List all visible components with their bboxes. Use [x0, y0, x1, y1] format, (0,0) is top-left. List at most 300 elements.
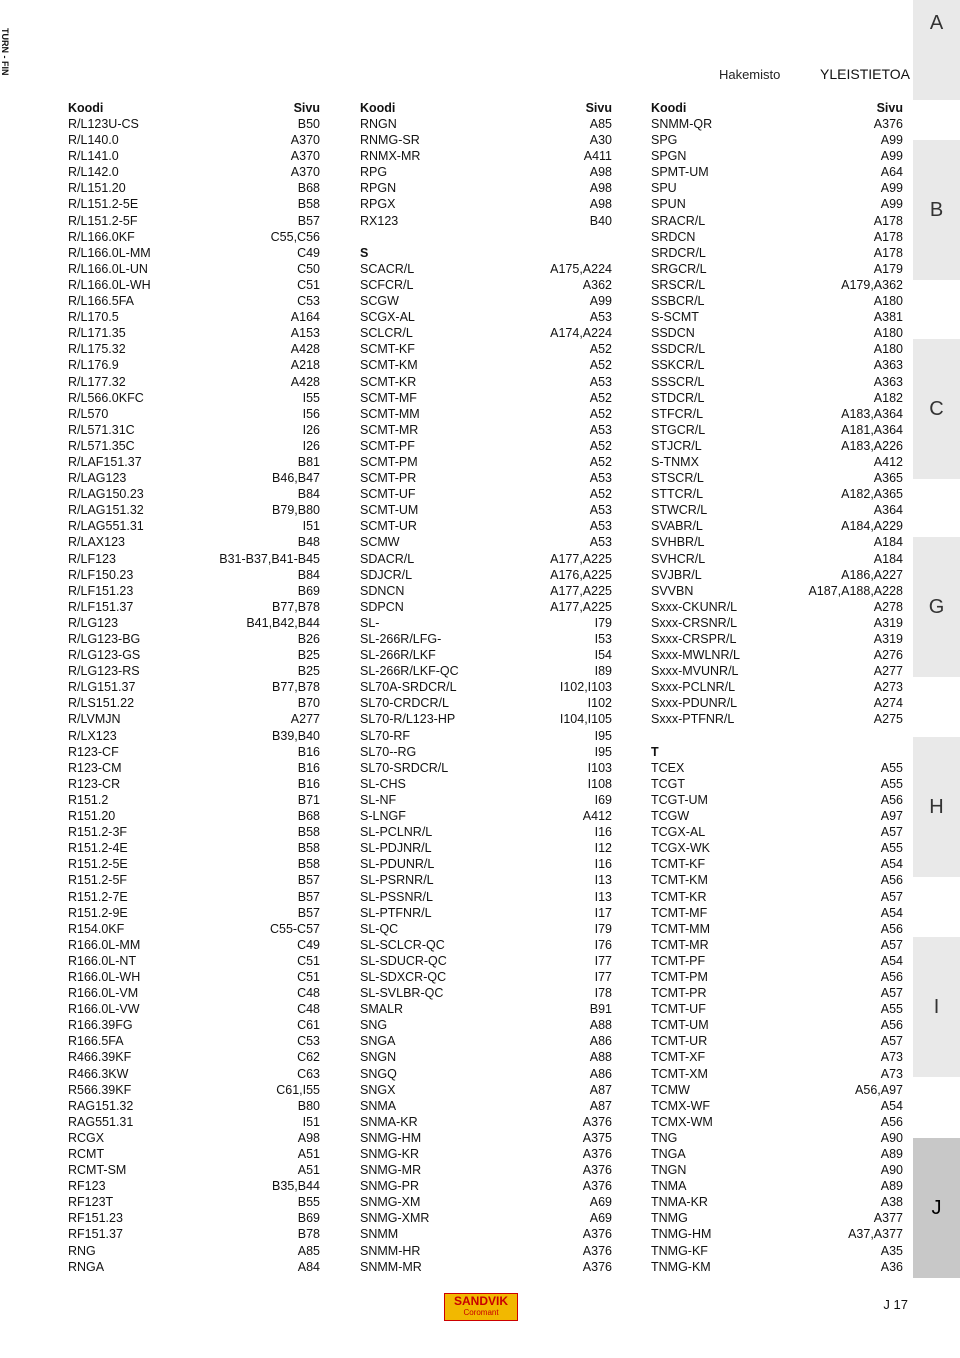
item-code: RAG551.31 — [68, 1114, 134, 1129]
index-row — [651, 695, 903, 711]
page-ref: A87 — [589, 1082, 612, 1097]
page-ref: I53 — [594, 632, 612, 646]
item-code: RNGA — [68, 1259, 105, 1274]
item-code: R/LF150.23 — [68, 567, 134, 582]
item-code: R566.39KF — [68, 1082, 132, 1097]
item-code: SCMT-PF — [360, 438, 415, 453]
item-code: TCMT-UR — [651, 1034, 708, 1049]
page-ref: C53 — [297, 294, 320, 309]
spacer-row — [651, 728, 903, 744]
page-ref: I56 — [302, 406, 320, 421]
index-row — [651, 872, 903, 888]
page-ref: B70 — [297, 696, 320, 711]
page-ref: A55 — [880, 1002, 903, 1017]
page-ref: B77,B78 — [272, 680, 320, 695]
item-code: R154.0KF — [68, 921, 125, 936]
item-code: S-SCMT — [651, 310, 699, 325]
index-row — [651, 953, 903, 969]
page-ref: A365 — [873, 471, 903, 486]
page-ref: C53 — [297, 1034, 320, 1049]
tab-h[interactable]: H — [913, 737, 960, 877]
item-code: SCMT-UM — [360, 503, 419, 518]
index-row — [68, 180, 320, 196]
page-ref: A86 — [589, 1066, 612, 1081]
index-row — [651, 196, 903, 212]
item-code: R/LG151.37 — [68, 680, 136, 695]
index-row — [360, 213, 612, 229]
index-row — [68, 728, 320, 744]
item-code: SNGN — [360, 1050, 397, 1065]
item-code: TNMG — [651, 1211, 688, 1226]
section-letter: S — [360, 245, 369, 260]
item-code: SNG — [360, 1018, 388, 1033]
index-row — [360, 1146, 612, 1162]
item-code: SL-PTFNR/L — [360, 905, 432, 920]
item-code: SL-CHS — [360, 776, 406, 791]
page-ref: A184 — [873, 535, 903, 550]
item-code: SPU — [651, 181, 677, 196]
item-code: SCMT-UF — [360, 487, 416, 502]
page-ref: A412 — [582, 809, 612, 824]
page-ref: A277 — [873, 664, 903, 679]
index-row — [68, 422, 320, 438]
tab-b[interactable]: B — [913, 140, 960, 280]
index-row — [651, 567, 903, 583]
index-row — [651, 856, 903, 872]
item-code: R/L123U-CS — [68, 117, 139, 131]
page-ref: C49 — [297, 245, 320, 260]
page-ref: A90 — [880, 1130, 903, 1145]
item-code: SL-PDJNR/L — [360, 841, 432, 856]
page-ref: B26 — [297, 632, 320, 646]
item-code: STSCR/L — [651, 471, 704, 486]
index-row — [360, 856, 612, 872]
index-row — [360, 1259, 612, 1275]
item-code: RF151.37 — [68, 1227, 123, 1242]
index-row — [651, 1226, 903, 1242]
page-ref: B77,B78 — [272, 599, 320, 614]
index-row — [651, 325, 903, 341]
item-code: SCMT-MR — [360, 422, 419, 437]
item-code: SNMG-XM — [360, 1195, 421, 1210]
index-row — [360, 486, 612, 502]
item-code: R/L176.9 — [68, 358, 119, 373]
page-ref: A363 — [873, 374, 903, 389]
page-ref: A183,A364 — [841, 406, 903, 421]
index-row — [651, 374, 903, 390]
item-code: SL-SDUCR-QC — [360, 953, 447, 968]
index-row — [651, 229, 903, 245]
item-code: TCGX-AL — [651, 825, 706, 840]
index-row — [651, 148, 903, 164]
item-code: R/L175.32 — [68, 342, 126, 357]
item-code: R/LAF151.37 — [68, 454, 142, 469]
index-row — [68, 583, 320, 599]
page-ref: A51 — [297, 1163, 320, 1178]
page-ref: I16 — [594, 825, 612, 840]
item-code: SSDCR/L — [651, 342, 706, 357]
page-ref: A376 — [582, 1227, 612, 1242]
index-row — [68, 293, 320, 309]
index-row — [360, 1114, 612, 1130]
item-code: STDCR/L — [651, 390, 705, 405]
index-row — [360, 1082, 612, 1098]
item-code: SCMW — [360, 535, 400, 550]
page-ref: B31-B37,B41-B45 — [219, 551, 320, 566]
index-row — [68, 647, 320, 663]
index-row — [360, 325, 612, 341]
index-row — [68, 792, 320, 808]
page-ref: A64 — [880, 165, 903, 180]
page-header — [719, 66, 910, 82]
page-ref: A99 — [880, 197, 903, 212]
index-row — [651, 599, 903, 615]
item-code: R123-CF — [68, 744, 119, 759]
index-row — [360, 969, 612, 985]
page-ref: A73 — [880, 1066, 903, 1081]
index-row — [68, 502, 320, 518]
index-row — [651, 808, 903, 824]
item-code: RF123T — [68, 1195, 114, 1210]
page-ref: A274 — [873, 696, 903, 711]
page-ref: A153 — [290, 326, 320, 341]
index-row — [651, 969, 903, 985]
index-row — [651, 583, 903, 599]
index-row — [68, 1194, 320, 1210]
item-code: SL70-RF — [360, 728, 411, 743]
item-code: R/L166.0KF — [68, 229, 135, 244]
index-row — [360, 953, 612, 969]
index-row — [360, 1178, 612, 1194]
index-row — [68, 840, 320, 856]
item-code: SL70-CRDCR/L — [360, 696, 449, 711]
page-ref: A319 — [873, 615, 903, 630]
page-ref: A36 — [880, 1259, 903, 1274]
page-ref: A164 — [290, 310, 320, 325]
code-header: Koodi — [68, 101, 104, 115]
index-column-2 — [360, 100, 612, 1275]
index-row — [68, 213, 320, 229]
page-ref: A87 — [589, 1098, 612, 1113]
item-code: TCMT-PF — [651, 953, 706, 968]
page-ref: B46,B47 — [272, 471, 320, 486]
item-code: TCMT-MF — [651, 905, 708, 920]
index-row — [68, 1098, 320, 1114]
index-row — [68, 1162, 320, 1178]
tab-i[interactable]: I — [913, 937, 960, 1077]
section-tabs — [913, 0, 960, 1358]
page-ref: A275 — [873, 712, 903, 727]
page-ref: C61,I55 — [276, 1082, 320, 1097]
item-code: RNG — [68, 1243, 96, 1258]
item-code: SL- — [360, 615, 380, 630]
page-ref: A376 — [582, 1114, 612, 1129]
item-code: R/LX123 — [68, 728, 117, 743]
item-code: R/LG123-BG — [68, 632, 141, 646]
index-row — [651, 1178, 903, 1194]
index-row — [651, 889, 903, 905]
index-row — [651, 454, 903, 470]
page-ref: A278 — [873, 599, 903, 614]
page-ref: A186,A227 — [841, 567, 903, 582]
item-code: R/LF123 — [68, 551, 116, 566]
index-row — [68, 985, 320, 1001]
item-code: TNGN — [651, 1163, 687, 1178]
item-code: S-LNGF — [360, 809, 406, 824]
index-row — [68, 325, 320, 341]
item-code: SCMT-UR — [360, 519, 417, 534]
item-code: SMALR — [360, 1002, 404, 1017]
item-code: Sxxx-MVUNR/L — [651, 664, 739, 679]
index-row — [360, 1066, 612, 1082]
page-ref: A52 — [589, 487, 612, 502]
index-row — [360, 470, 612, 486]
item-code: SCMT-PR — [360, 471, 417, 486]
item-code: SPUN — [651, 197, 686, 212]
index-row — [360, 695, 612, 711]
item-code: TNMA-KR — [651, 1195, 708, 1210]
page-ref: A182 — [873, 390, 903, 405]
index-row — [651, 357, 903, 373]
item-code: STWCR/L — [651, 503, 708, 518]
index-row — [68, 679, 320, 695]
index-row — [68, 1049, 320, 1065]
item-code: SCMT-MM — [360, 406, 420, 421]
index-row — [651, 1210, 903, 1226]
item-code: SSSCR/L — [651, 374, 705, 389]
page-ref: A52 — [589, 438, 612, 453]
tab-a[interactable]: A — [913, 0, 960, 100]
page-ref: A54 — [880, 905, 903, 920]
item-code: TCMT-KM — [651, 873, 708, 888]
page-ref: C48 — [297, 986, 320, 1001]
index-row — [68, 148, 320, 164]
index-row — [360, 390, 612, 406]
index-row — [651, 293, 903, 309]
page-ref: I55 — [302, 390, 320, 405]
page-ref: A376 — [582, 1147, 612, 1161]
item-code: R166.5FA — [68, 1034, 124, 1049]
item-code: R166.0L-WH — [68, 969, 141, 984]
index-row — [651, 711, 903, 727]
page-ref: I16 — [594, 857, 612, 872]
page-ref: A57 — [880, 937, 903, 952]
item-code: Sxxx-PDUNR/L — [651, 696, 738, 711]
index-row — [651, 341, 903, 357]
item-code: SVVBN — [651, 583, 694, 598]
index-column-3 — [651, 100, 903, 1275]
item-code: SL-SDXCR-QC — [360, 969, 447, 984]
page-ref: I77 — [594, 969, 612, 984]
item-code: Sxxx-PCLNR/L — [651, 680, 736, 695]
item-code: S-TNMX — [651, 454, 699, 469]
index-row — [68, 132, 320, 148]
page-ref: I17 — [594, 905, 612, 920]
page-ref: C51 — [297, 277, 320, 292]
item-code: SRDCR/L — [651, 245, 706, 260]
page-ref: B40 — [589, 213, 612, 228]
index-row — [360, 293, 612, 309]
page-ref: I89 — [594, 664, 612, 679]
page-ref: A53 — [589, 471, 612, 486]
index-label: Hakemisto — [718, 67, 781, 82]
index-row — [360, 647, 612, 663]
item-code: R166.0L-VM — [68, 986, 139, 1001]
item-code: SCMT-MF — [360, 390, 417, 405]
page-ref: A56 — [880, 1018, 903, 1033]
page-ref: B58 — [297, 825, 320, 840]
index-row — [68, 969, 320, 985]
page-ref: A52 — [589, 342, 612, 357]
page-ref: C62 — [297, 1050, 320, 1065]
item-code: TNMG-KM — [651, 1259, 711, 1274]
index-row — [68, 406, 320, 422]
index-row — [651, 470, 903, 486]
index-row — [360, 277, 612, 293]
index-row — [360, 985, 612, 1001]
index-row — [360, 808, 612, 824]
page-ref: C49 — [297, 937, 320, 952]
item-code: TCGT — [651, 776, 686, 791]
item-code: RPGX — [360, 197, 396, 212]
index-row — [68, 889, 320, 905]
section-letter: T — [651, 744, 659, 759]
item-code: SNMG-KR — [360, 1147, 420, 1161]
item-code: RNMX-MR — [360, 149, 421, 164]
index-row — [360, 180, 612, 196]
item-code: SL-PSRNR/L — [360, 873, 434, 888]
page-ref: A370 — [290, 149, 320, 164]
column-header — [68, 100, 320, 116]
index-row — [68, 1210, 320, 1226]
item-code: SL-QC — [360, 921, 399, 936]
item-code: TCMT-KR — [651, 889, 707, 904]
item-code: SCMT-KM — [360, 358, 418, 373]
page-ref: I79 — [594, 615, 612, 630]
index-row — [360, 744, 612, 760]
page-ref: A57 — [880, 825, 903, 840]
index-row — [360, 1226, 612, 1242]
page-header-label: Sivu — [293, 101, 320, 115]
item-code: R/LG123 — [68, 615, 119, 630]
item-code: R/L166.0L-MM — [68, 245, 151, 260]
item-code: SL-NF — [360, 792, 397, 807]
page-ref: A178 — [873, 213, 903, 228]
index-row — [360, 615, 612, 631]
page-ref: A56 — [880, 969, 903, 984]
tab-c[interactable]: C — [913, 339, 960, 479]
item-code: R151.2-3F — [68, 825, 128, 840]
page-ref: A88 — [589, 1050, 612, 1065]
item-code: SL70-R/L123-HP — [360, 712, 456, 727]
page-ref: A381 — [873, 310, 903, 325]
item-code: SNMM-MR — [360, 1259, 422, 1274]
item-code: R/LF151.23 — [68, 583, 134, 598]
item-code: SCMT-KF — [360, 342, 415, 357]
index-row — [68, 1066, 320, 1082]
page-header-label: Sivu — [585, 101, 612, 115]
page-ref: A53 — [589, 535, 612, 550]
page-ref: B69 — [297, 1211, 320, 1226]
index-row — [360, 422, 612, 438]
item-code: RCGX — [68, 1130, 105, 1145]
item-code: RF151.23 — [68, 1211, 123, 1226]
item-code: TNG — [651, 1130, 678, 1145]
page-ref: I76 — [594, 937, 612, 952]
index-row — [651, 534, 903, 550]
index-row — [651, 840, 903, 856]
index-row — [360, 889, 612, 905]
item-code: SNMA-KR — [360, 1114, 418, 1129]
item-code: SCMT-KR — [360, 374, 417, 389]
item-code: R/L141.0 — [68, 149, 119, 164]
item-code: SCACR/L — [360, 261, 415, 276]
page-ref: A370 — [290, 133, 320, 148]
index-row — [68, 631, 320, 647]
index-row — [360, 374, 612, 390]
item-code: R/LAG123 — [68, 471, 127, 486]
index-row — [360, 357, 612, 373]
index-row — [651, 1033, 903, 1049]
index-row — [360, 921, 612, 937]
item-code: R/LG123-GS — [68, 648, 141, 663]
page-ref: B68 — [297, 809, 320, 824]
index-row — [360, 1162, 612, 1178]
item-code: SL-266R/LKF — [360, 648, 436, 663]
index-row — [651, 760, 903, 776]
item-code: R/L171.35 — [68, 326, 126, 341]
item-code: TCMT-KF — [651, 857, 706, 872]
page-ref: A99 — [589, 294, 612, 309]
page-ref: A51 — [297, 1147, 320, 1161]
page-ref: A273 — [873, 680, 903, 695]
item-code: SNMG-PR — [360, 1179, 420, 1194]
item-code: R/L166.0L-WH — [68, 277, 151, 292]
page-ref: A86 — [589, 1034, 612, 1049]
page-ref: A184,A229 — [841, 519, 903, 534]
item-code: SL70-SRDCR/L — [360, 760, 449, 775]
index-row — [360, 792, 612, 808]
page-ref: B69 — [297, 583, 320, 598]
index-row — [68, 551, 320, 567]
item-code: SNGX — [360, 1082, 396, 1097]
item-code: SDJCR/L — [360, 567, 413, 582]
item-code: SL-PCLNR/L — [360, 825, 433, 840]
tab-j[interactable]: J — [913, 1138, 960, 1278]
page-ref: C55-C57 — [269, 921, 320, 936]
index-row — [651, 615, 903, 631]
index-row — [360, 261, 612, 277]
page-ref: I13 — [594, 889, 612, 904]
item-code: R151.2-9E — [68, 905, 128, 920]
index-row — [360, 454, 612, 470]
index-row — [651, 824, 903, 840]
page-ref: A411 — [583, 149, 612, 164]
item-code: RNGN — [360, 117, 397, 131]
tab-g[interactable]: G — [913, 537, 960, 677]
item-code: SPMT-UM — [651, 165, 709, 180]
page-ref: A73 — [880, 1050, 903, 1065]
side-label: TURN - FIN — [0, 28, 10, 76]
page-ref: A176,A225 — [550, 567, 612, 582]
page-ref: A55 — [880, 841, 903, 856]
index-row — [651, 116, 903, 132]
index-row — [360, 1017, 612, 1033]
page-ref: B84 — [297, 567, 320, 582]
item-code: R/LG123-RS — [68, 664, 140, 679]
index-row — [360, 711, 612, 727]
item-code: SL-266R/LFG- — [360, 632, 442, 646]
